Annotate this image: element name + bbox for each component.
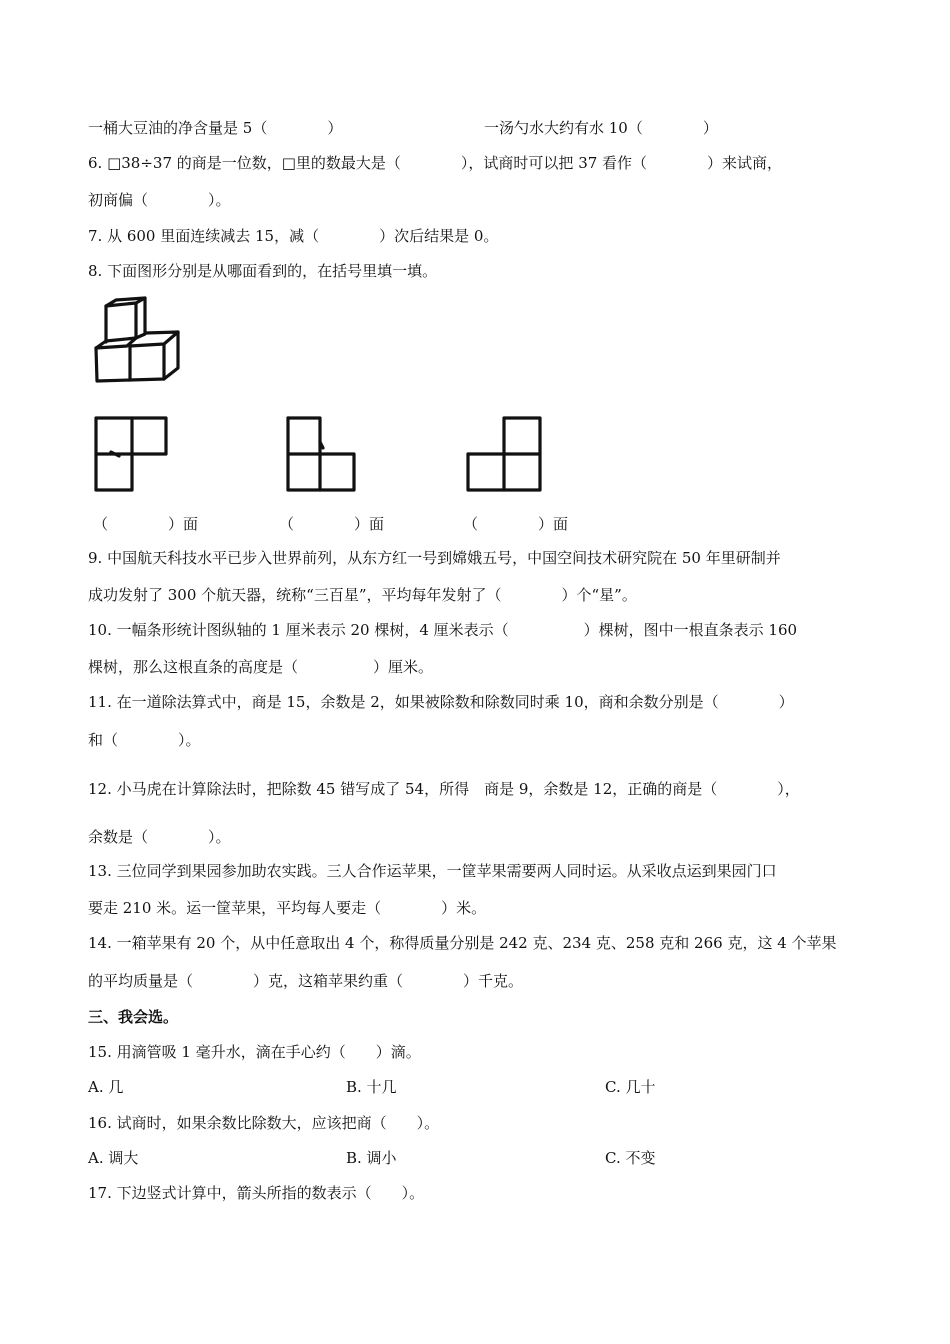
q10-line1: 10. 一幅条形统计图纵轴的 1 厘米表示 20 棵树，4 厘米表示（ ）棵树，图中一根直条表示 160 [88, 621, 798, 639]
q12-line2: 余数是（ ）。 [88, 828, 231, 846]
q6-line2: 初商偏（ ）。 [88, 191, 231, 209]
q14-line1: 14. 一箱苹果有 20 个，从中任意取出 4 个，称得质量分别是 242 克、234 克、258 克和 266 克，这 4 个苹果 [88, 934, 837, 952]
q15-option-a[interactable]: A. 几 [88, 1078, 124, 1096]
view-figure-2 [282, 412, 362, 497]
q8-text: 8. 下面图形分别是从哪面看到的，在括号里填一填。 [88, 262, 438, 280]
q16-option-b[interactable]: B. 调小 [346, 1149, 397, 1167]
q13-line1: 13. 三位同学到果园参加助农实践。三人合作运苹果，一筐苹果需要两人同时运。从采收点运到果园门口 [88, 862, 777, 880]
q17-text: 17. 下边竖式计算中，箭头所指的数表示（ ）。 [88, 1184, 425, 1202]
q14-line2: 的平均质量是（ ）克，这箱苹果约重（ ）千克。 [88, 972, 524, 990]
q9-line1: 9. 中国航天科技水平已步入世界前列，从东方红一号到嫦娥五号，中国空间技术研究院在 50 年里研制并 [88, 549, 781, 567]
q8-answer-1[interactable]: （ ）面 [93, 515, 199, 533]
q15-option-b[interactable]: B. 十几 [346, 1078, 397, 1096]
view-figure-3 [462, 412, 547, 497]
q16-text: 16. 试商时，如果余数比除数大，应该把商（ ）。 [88, 1114, 440, 1132]
q10-line2: 棵树，那么这根直条的高度是（ ）厘米。 [88, 658, 434, 676]
q5-oil-line: 一桶大豆油的净含量是 5（ ） [88, 119, 343, 137]
q8-answer-3[interactable]: （ ）面 [463, 515, 569, 533]
q5-spoon-line: 一汤勺水大约有水 10（ ） [484, 119, 718, 137]
q11-line2: 和（ ）。 [88, 731, 201, 749]
q16-option-c[interactable]: C. 不变 [605, 1149, 656, 1167]
q16-option-a[interactable]: A. 调大 [88, 1149, 139, 1167]
q11-line1: 11. 在一道除法算式中，商是 15，余数是 2，如果被除数和除数同时乘 10，商和余数分别是（ ） [88, 693, 794, 711]
q6-line1: 6. □38÷37 的商是一位数，□里的数最大是（ ），试商时可以把 37 看作（ ）来试商， [88, 154, 783, 172]
cube-stack-figure [90, 296, 185, 388]
view-figure-1 [90, 412, 172, 497]
q12-line1: 12. 小马虎在计算除法时，把除数 45 错写成了 54，所得 商是 9，余数是 12，正确的商是（ ）， [88, 780, 800, 798]
q15-option-c[interactable]: C. 几十 [605, 1078, 656, 1096]
q9-line2: 成功发射了 300 个航天器，统称“三百星”，平均每年发射了（ ）个“星”。 [88, 586, 637, 604]
section-3-heading: 三、我会选。 [88, 1008, 179, 1026]
q7: 7. 从 600 里面连续减去 15，减（ ）次后结果是 0。 [88, 227, 499, 245]
q13-line2: 要走 210 米。运一筐苹果，平均每人要走（ ）米。 [88, 899, 487, 917]
q8-answer-2[interactable]: （ ）面 [279, 515, 385, 533]
q15-text: 15. 用滴管吸 1 毫升水，滴在手心约（ ）滴。 [88, 1043, 421, 1061]
